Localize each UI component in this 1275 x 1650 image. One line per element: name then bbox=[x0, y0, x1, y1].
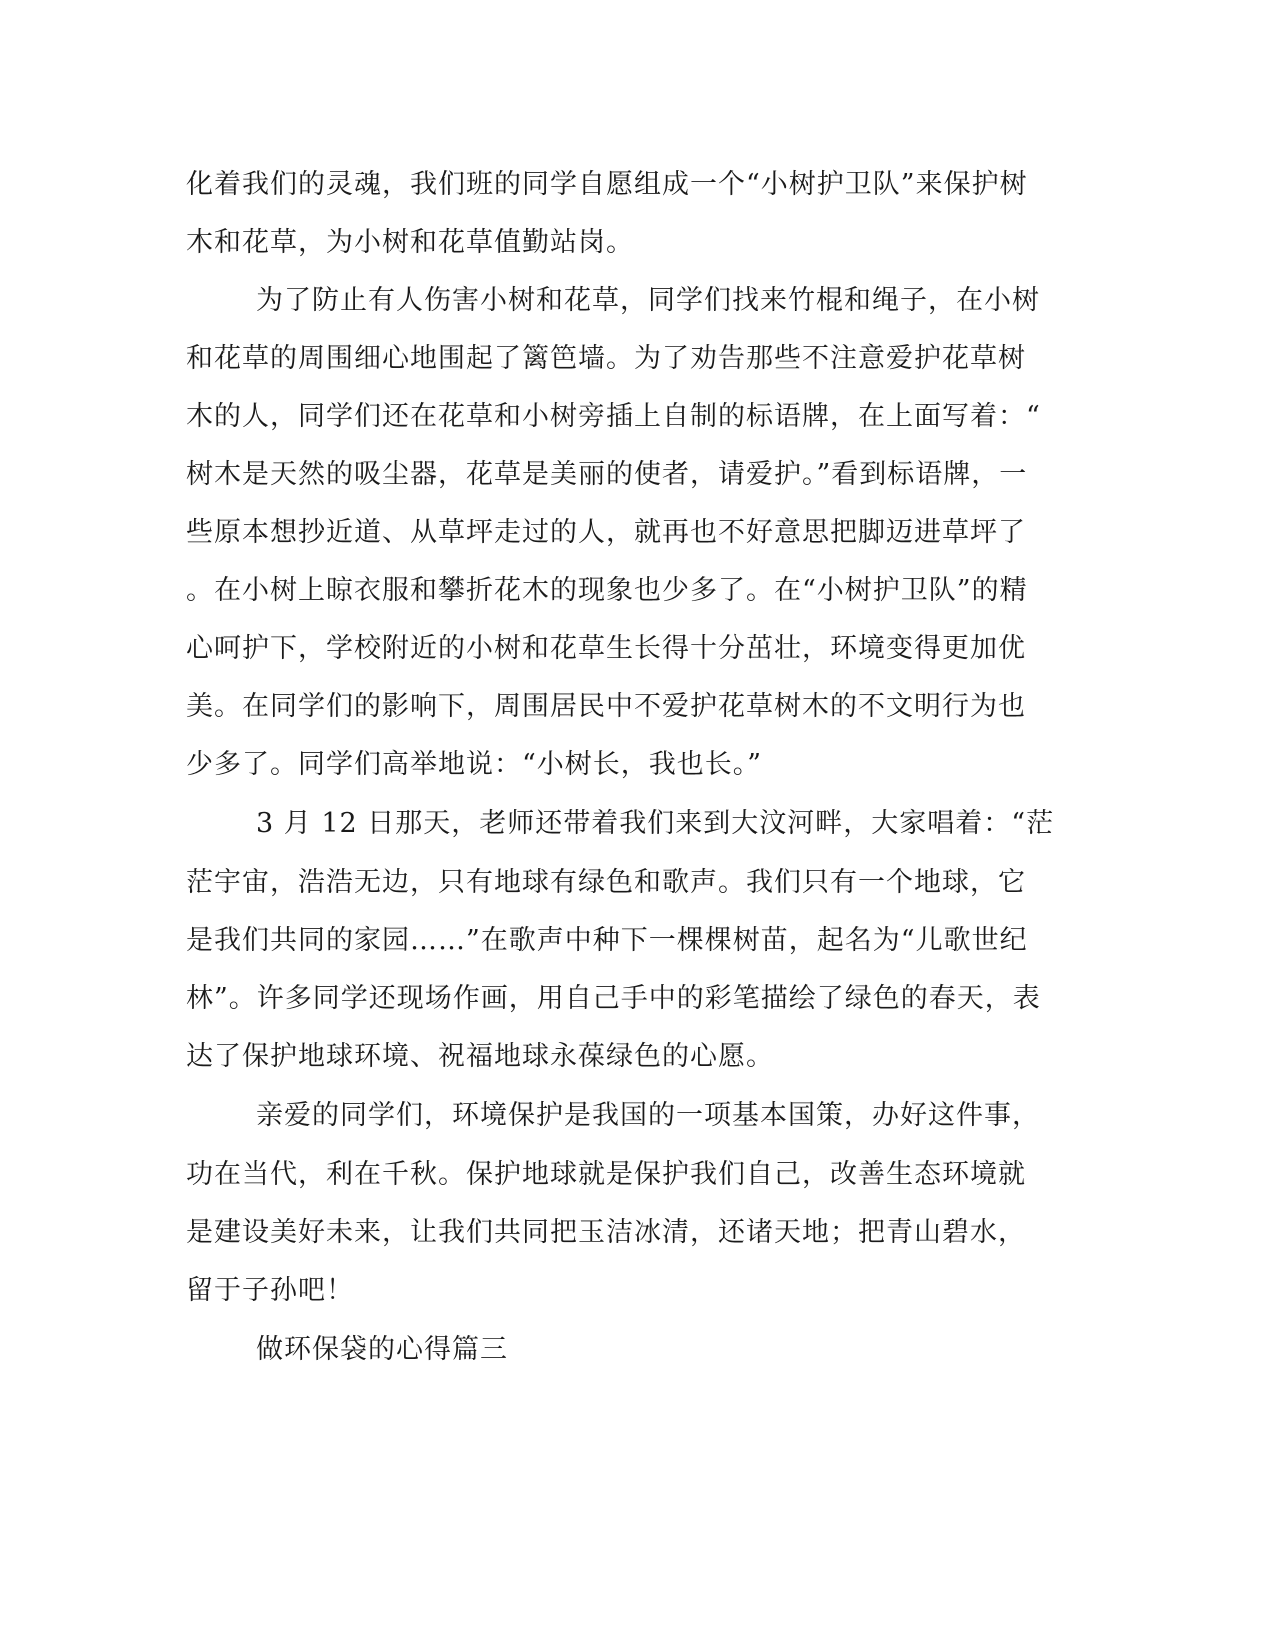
text-line: 茫宇宙，浩浩无边，只有地球有绿色和歌声。我们只有一个地球，它 bbox=[186, 867, 1026, 898]
text-line: 树木是天然的吸尘器，花草是美丽的使者，请爱护。”看到标语牌，一 bbox=[186, 459, 1028, 490]
text-line: 心呵护下，学校附近的小树和花草生长得十分茁壮，环境变得更加优 bbox=[186, 633, 1026, 664]
text-line: 木和花草，为小树和花草值勤站岗。 bbox=[186, 227, 634, 258]
text-line: 化着我们的灵魂，我们班的同学自愿组成一个“小树护卫队”来保护树 bbox=[186, 169, 1028, 200]
text-line: 功在当代，利在千秋。保护地球就是保护我们自己，改善生态环境就 bbox=[186, 1159, 1026, 1190]
section-heading: 做环保袋的心得篇三 bbox=[256, 1334, 508, 1365]
text-line: 林”。许多同学还现场作画，用自己手中的彩笔描绘了绿色的春天，表 bbox=[186, 983, 1041, 1014]
text-line: 是我们共同的家园……”在歌声中种下一棵棵树苗，起名为“儿歌世纪 bbox=[186, 925, 1028, 956]
text-line: 些原本想抄近道、从草坪走过的人，就再也不好意思把脚迈进草坪了 bbox=[186, 517, 1026, 548]
text-line: 达了保护地球环境、祝福地球永葆绿色的心愿。 bbox=[186, 1041, 774, 1072]
paragraph-start-line: 亲爱的同学们，环境保护是我国的一项基本国策，办好这件事， bbox=[256, 1100, 1040, 1131]
paragraph-start-line: 3 月 12 日那天，老师还带着我们来到大汶河畔，大家唱着：“茫 bbox=[256, 808, 1055, 839]
paragraph-start-line: 为了防止有人伤害小树和花草，同学们找来竹棍和绳子，在小树 bbox=[256, 285, 1040, 316]
text-line: 木的人，同学们还在花草和小树旁插上自制的标语牌，在上面写着：“ bbox=[186, 401, 1041, 432]
text-line: 和花草的周围细心地围起了篱笆墙。为了劝告那些不注意爱护花草树 bbox=[186, 343, 1026, 374]
text-line: 少多了。同学们高举地说：“小树长，我也长。” bbox=[186, 749, 763, 780]
text-line: 留于子孙吧！ bbox=[186, 1275, 354, 1306]
text-line: 。在小树上晾衣服和攀折花木的现象也少多了。在“小树护卫队”的精 bbox=[186, 575, 1028, 606]
text-line: 是建设美好未来，让我们共同把玉洁冰清，还诸天地；把青山碧水， bbox=[186, 1217, 1026, 1248]
text-line: 美。在同学们的影响下，周围居民中不爱护花草树木的不文明行为也 bbox=[186, 691, 1026, 722]
